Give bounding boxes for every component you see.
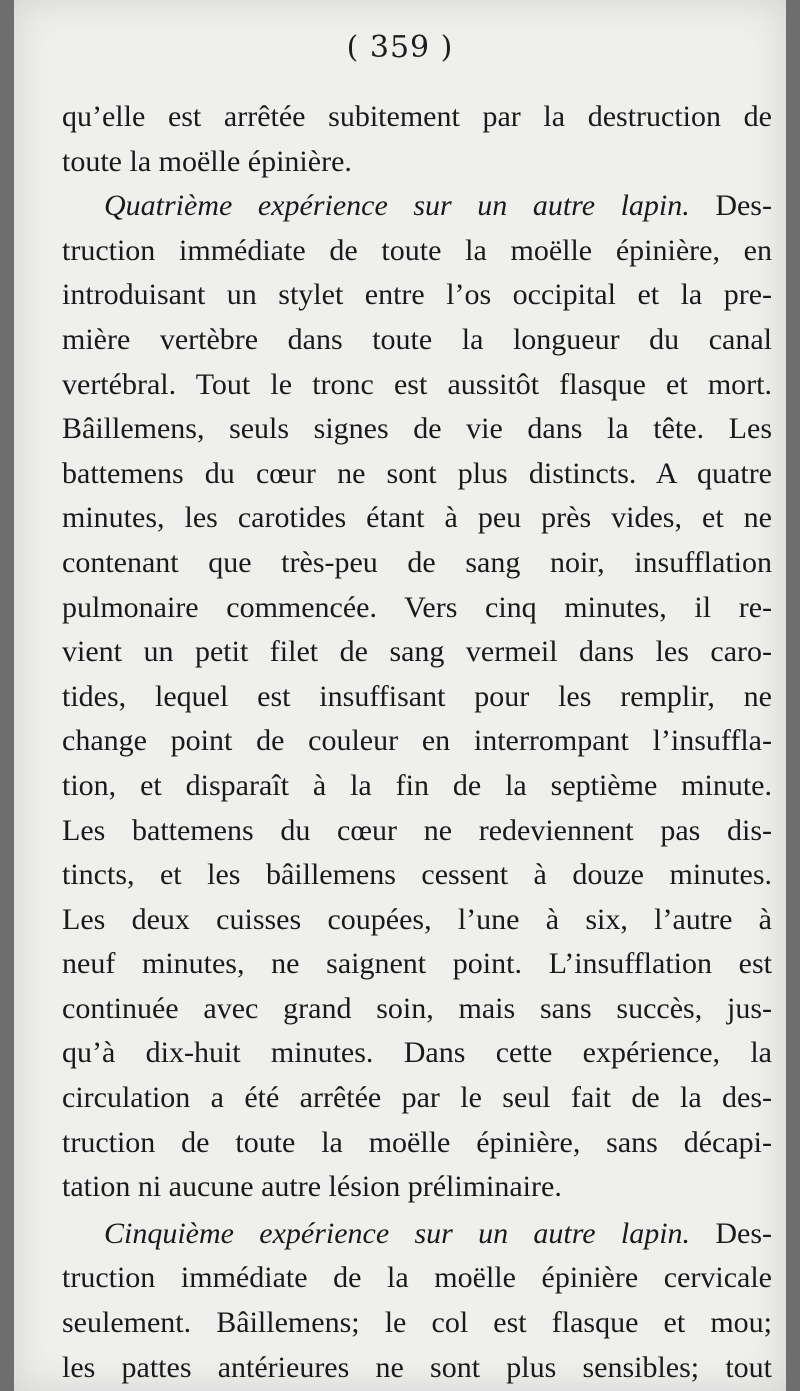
text-line: tides, lequel est insuffisant pour les remplir, ne (62, 679, 772, 713)
text-line: toute la moëlle épinière. (62, 144, 352, 178)
text-line (62, 184, 772, 229)
text-line: circulation a été arrêtée par le seul fait de la des- (62, 1081, 772, 1115)
text-line: seulement. Bâillemens; le col est flasque et mou; (62, 1306, 772, 1340)
text-line: tion, et disparaît à la fin de la septième minute. (62, 768, 772, 802)
text-line: mière vertèbre dans toute la longueur du canal (62, 322, 772, 356)
text-line: change point de couleur en interrompant l’insuffla- (62, 724, 772, 758)
text-line: tation ni aucune autre lésion préliminaire. (62, 1170, 562, 1204)
text-line: truction de toute la moëlle épinière, sans décapi- (62, 1125, 772, 1159)
text-line: vertébral. Tout le tronc est aussitôt flasque et mort. (62, 367, 772, 401)
text-line: truction immédiate de la moëlle épinière cervicale (62, 1261, 772, 1295)
text-line: Les deux cuisses coupées, l’une à six, l’autre à (62, 902, 772, 936)
text-line: tincts, et les bâillemens cessent à douze minutes. (62, 858, 772, 892)
text-line: neuf minutes, ne saignent point. L’insufflation est (62, 947, 772, 981)
text-line (62, 1212, 772, 1257)
text-line: minutes, les carotides étant à peu près vides, et ne (62, 501, 772, 535)
experiment-heading: Cinquième expérience sur un autre lapin. (104, 1216, 691, 1250)
text-line: battemens du cœur ne sont plus distincts. A quatre (62, 456, 772, 490)
text-line: qu’à dix-huit minutes. Dans cette expérience, la (62, 1036, 772, 1070)
text-line: Les battemens du cœur ne redeviennent pas dis- (62, 813, 772, 847)
text-line: qu’elle est arrêtée subitement par la destruction de (62, 100, 772, 133)
text-fragment: Des- (690, 1216, 772, 1250)
text-line: introduisant un stylet entre l’os occipital et la pre- (62, 278, 772, 312)
text-line: pulmonaire commencée. Vers cinq minutes, il re- (62, 590, 772, 624)
book-page (14, 0, 786, 1391)
text-line: vient un petit filet de sang vermeil dans les caro- (62, 635, 772, 669)
text-line: les pattes antérieures ne sont plus sensibles; tout (62, 1350, 772, 1384)
text-line: contenant que très-peu de sang noir, insufflation (62, 545, 772, 579)
text-line: continuée avec grand soin, mais sans succès, jus- (62, 991, 772, 1025)
body-text (62, 95, 772, 1390)
experiment-heading: Quatrième expérience sur un autre lapin. (104, 189, 690, 223)
text-line: Bâillemens, seuls signes de vie dans la tête. Les (62, 412, 772, 446)
text-line: truction immédiate de toute la moëlle épinière, en (62, 233, 772, 267)
page-number: ( 359 ) (346, 30, 454, 65)
text-fragment: Des- (689, 189, 772, 223)
